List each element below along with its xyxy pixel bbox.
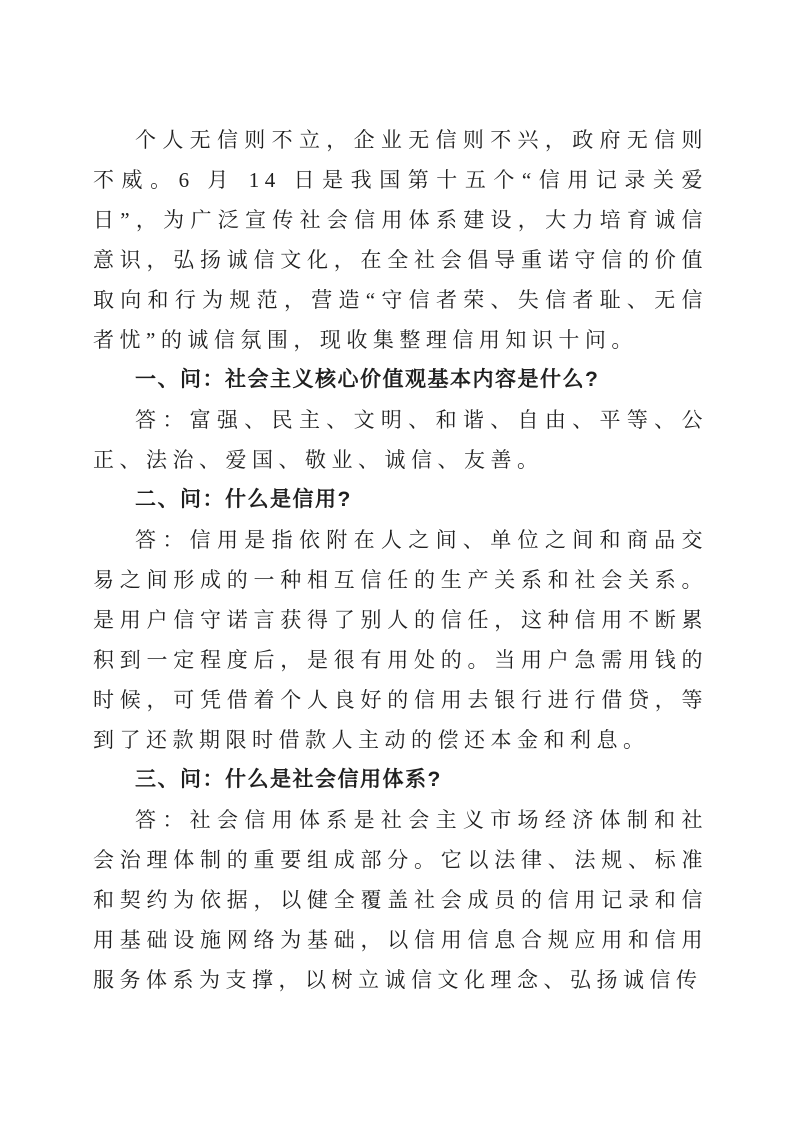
answer-3-paragraph: 答：社会信用体系是社会主义市场经济体制和社会治理体制的重要组成部分。它以法律、法规、标准和契约为依据，以健全覆盖社会成员的信用记录和信用基础设施网络为基础，以信用信息合规应用和信用服务体系为支撑，以树立诚信文化理念、弘扬诚信传 bbox=[93, 808, 708, 992]
question-3-heading: 三、问：什么是社会信用体系? bbox=[135, 768, 442, 791]
answer-2-paragraph: 答：信用是指依附在人之间、单位之间和商品交易之间形成的一种相互信任的生产关系和社会关系。是用户信守诺言获得了别人的信任，这种信用不断累积到一定程度后，是很有用处的。当用户急需用钱的时候，可凭借着个人良好的信用去银行进行借贷，等到了还款期限时借款人主动的偿还本金和利息。 bbox=[93, 528, 708, 752]
intro-paragraph: 个人无信则不立，企业无信则不兴，政府无信则不威。6 月 14 日是我国第十五个“信用记录关爱日”，为广泛宣传社会信用体系建设，大力培育诚信意识，弘扬诚信文化，在全社会倡导重诺守信的价值取向和行为规范，营造“守信者荣、失信者耻、无信者忧”的诚信氛围，现收集整理信用知识十问。 bbox=[93, 128, 708, 352]
question-1-heading: 一、问：社会主义核心价值观基本内容是什么? bbox=[135, 368, 600, 391]
question-2-heading: 二、问：什么是信用? bbox=[135, 488, 352, 511]
answer-1-paragraph: 答：富强、民主、文明、和谐、自由、平等、公正、法治、爱国、敬业、诚信、友善。 bbox=[93, 408, 708, 472]
